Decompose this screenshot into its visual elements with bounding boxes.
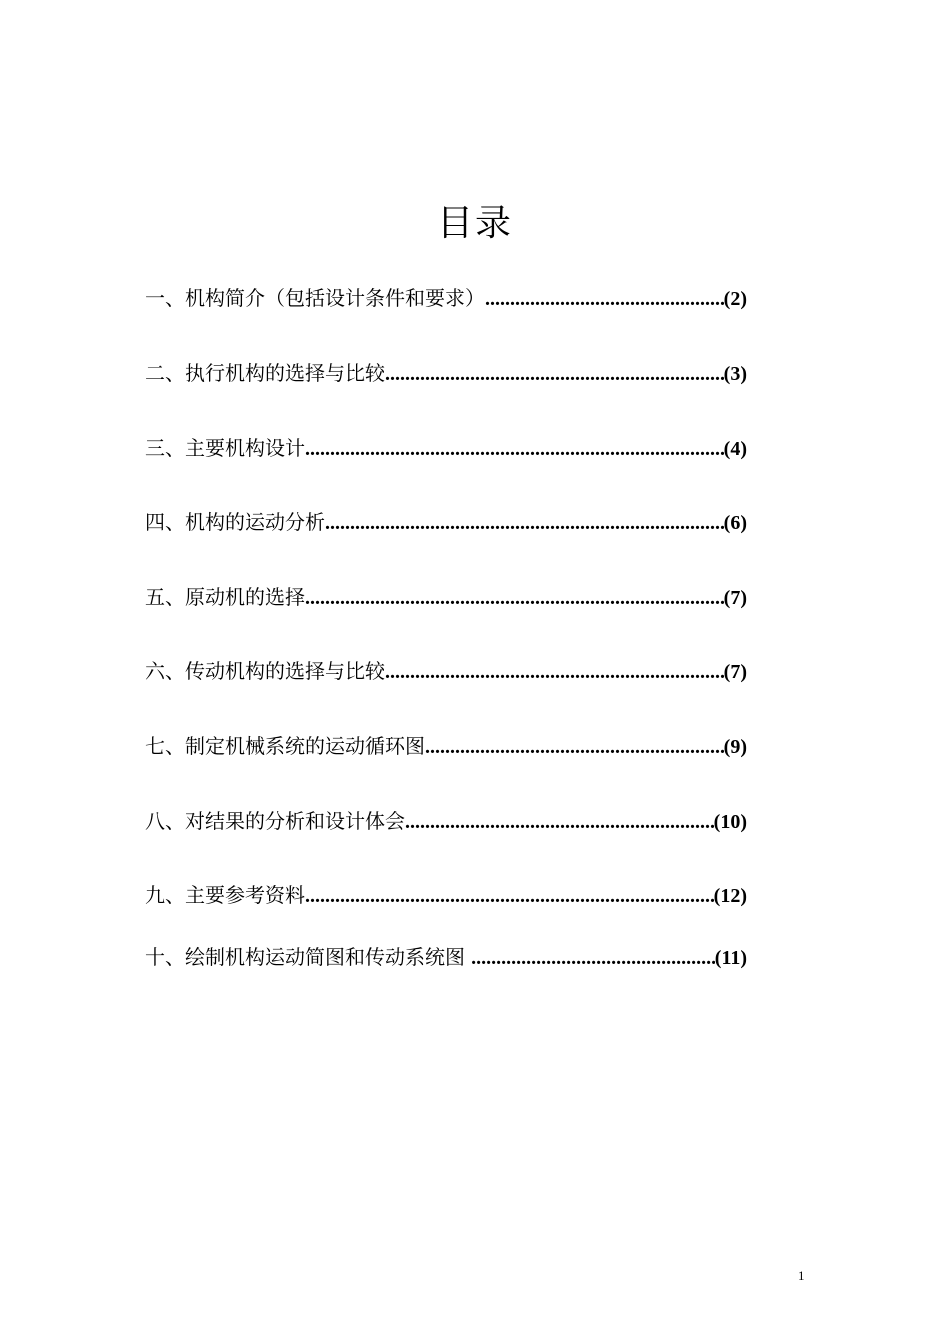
toc-entry[interactable] (145, 282, 747, 314)
toc-entry-label: 七、制定机械系统的运动循环图 (145, 734, 425, 758)
toc-entry-label: 八、对结果的分析和设计体会 (145, 809, 405, 833)
toc-leader-dots (385, 358, 724, 390)
toc-entry-page: (7) (723, 587, 747, 609)
toc-entry-label: 十、绘制机构运动简图和传动系统图 (145, 945, 465, 969)
toc-entry-label: 二、执行机构的选择与比较 (145, 361, 385, 385)
toc-entry-page: (2) (723, 288, 747, 310)
toc-entry-page: (12) (713, 885, 747, 907)
toc-leader-dots (305, 582, 724, 614)
toc-entry-page: (6) (723, 512, 747, 534)
toc-entry-label: 三、主要机构设计 (145, 436, 305, 460)
toc-entry[interactable] (145, 506, 747, 538)
toc-leader-dots (305, 880, 714, 912)
toc-entry[interactable] (145, 730, 747, 762)
toc-leader-dots (471, 942, 715, 974)
toc-leader-dots (325, 507, 724, 539)
toc-entry[interactable] (145, 805, 747, 837)
toc-leader-dots (385, 656, 724, 688)
toc-entry-label: 六、传动机构的选择与比较 (145, 659, 385, 683)
toc-entry[interactable] (145, 879, 747, 911)
toc-entry-label: 五、原动机的选择 (145, 585, 305, 609)
toc-leader-dots (425, 731, 724, 763)
toc-entry-label: 九、主要参考资料 (145, 883, 305, 907)
page-number: 1 (798, 1268, 805, 1283)
toc-leader-dots (305, 433, 724, 465)
toc-entry[interactable] (145, 581, 747, 613)
toc-entry-page: (11) (714, 947, 747, 969)
toc-entry[interactable] (145, 655, 747, 687)
toc-entry-page: (3) (723, 363, 747, 385)
toc-entry[interactable] (145, 432, 747, 464)
toc-entry-label: 四、机构的运动分析 (145, 510, 325, 534)
page-title: 目录 (436, 203, 513, 244)
toc-entry-label: 一、机构简介（包括设计条件和要求） (145, 286, 485, 310)
toc-leader-dots (485, 283, 724, 315)
toc-leader-dots (405, 806, 714, 838)
toc-entry[interactable] (145, 941, 747, 973)
toc-entry-page: (9) (723, 736, 747, 758)
toc-entry-page: (4) (723, 438, 747, 460)
toc-entry-page: (7) (723, 661, 747, 683)
toc-entry-page: (10) (713, 811, 747, 833)
toc-entry[interactable] (145, 357, 747, 389)
